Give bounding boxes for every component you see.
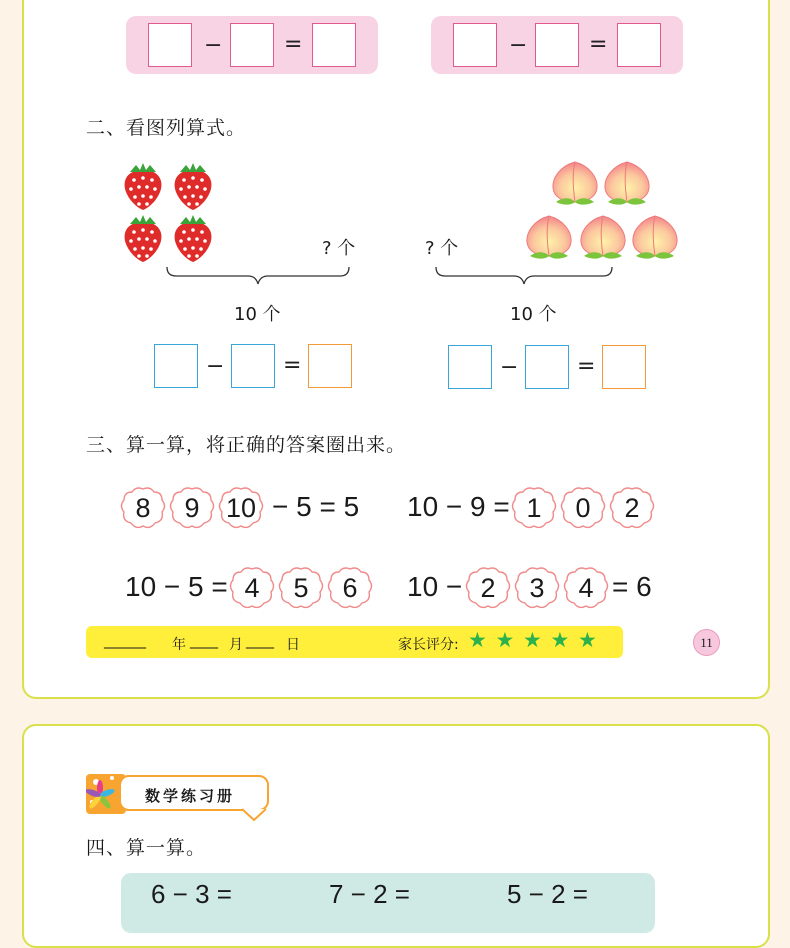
exercise-text: 7 − 2 = [329,879,410,909]
total-label-left: 10 个 [234,304,281,325]
answer-box[interactable] [453,23,497,67]
answer-box[interactable] [230,23,274,67]
answer-box[interactable] [154,344,198,388]
equation-text: − 5 = 5 [272,491,360,522]
section-3-heading: 三、算一算，将正确的答案圈出来。 [86,434,407,456]
equals-sign: = [589,32,608,57]
equals-sign: = [577,354,596,379]
section-2-heading: 二、看图列算式。 [86,117,247,139]
equation-text: 10 − [407,571,463,602]
answer-option[interactable]: 2 [608,484,656,532]
answer-option[interactable]: 1 [510,484,558,532]
year-label: 年 [172,637,186,653]
answer-option[interactable]: 4 [562,564,610,612]
brace-left [166,266,350,286]
answer-option[interactable]: 0 [559,484,607,532]
workbook-title: 数学练习册 [145,787,236,805]
answer-option[interactable]: 5 [277,564,325,612]
minus-sign: − [500,355,519,380]
equation-text: = 6 [612,571,652,602]
minus-sign: − [206,354,225,379]
answer-option[interactable]: 3 [513,564,561,612]
strawberry-group [120,160,220,266]
peach-group [524,158,684,262]
star-rating[interactable]: ★ ★ ★ ★ ★ [468,628,598,652]
answer-option[interactable]: 2 [464,564,512,612]
brace-right [435,266,613,286]
exercise-text: 6 − 3 = [151,879,232,909]
month-blank[interactable]: ____ [190,633,218,649]
answer-option[interactable]: 4 [228,564,276,612]
answer-box[interactable] [617,23,661,67]
total-label-right: 10 个 [510,304,557,325]
workbook-title-banner [119,775,269,811]
equation-text: 10 − 5 = [125,571,228,602]
answer-option[interactable]: 9 [168,484,216,532]
question-label-left: ? 个 [322,238,356,259]
banner-tail [240,808,270,822]
answer-option[interactable]: 10 [217,484,265,532]
equation-text: 10 − 9 = [407,491,510,522]
answer-box[interactable] [448,345,492,389]
page-number-badge: 11 [693,629,720,656]
answer-box[interactable] [312,23,356,67]
exercise-row [121,873,655,933]
parent-score-label: 家长评分: [398,637,459,653]
answer-box[interactable] [602,345,646,389]
equation-row-right [431,16,683,74]
date-score-strip [86,626,623,658]
question-label-right: ? 个 [425,238,459,259]
answer-box[interactable] [231,344,275,388]
day-blank[interactable]: ____ [246,633,274,649]
month-label: 月 [229,637,243,653]
exercise-text: 5 − 2 = [507,879,588,909]
minus-sign: − [509,33,528,58]
answer-option[interactable]: 6 [326,564,374,612]
day-label: 日 [286,637,300,653]
year-blank[interactable]: ______ [104,633,146,649]
equation-row-left [126,16,378,74]
section-4-heading: 四、算一算。 [86,837,207,859]
answer-box[interactable] [148,23,192,67]
answer-box[interactable] [535,23,579,67]
minus-sign: − [204,33,223,58]
equals-sign: = [283,353,302,378]
answer-box[interactable] [525,345,569,389]
equals-sign: = [284,32,303,57]
answer-option[interactable]: 8 [119,484,167,532]
answer-box[interactable] [308,344,352,388]
